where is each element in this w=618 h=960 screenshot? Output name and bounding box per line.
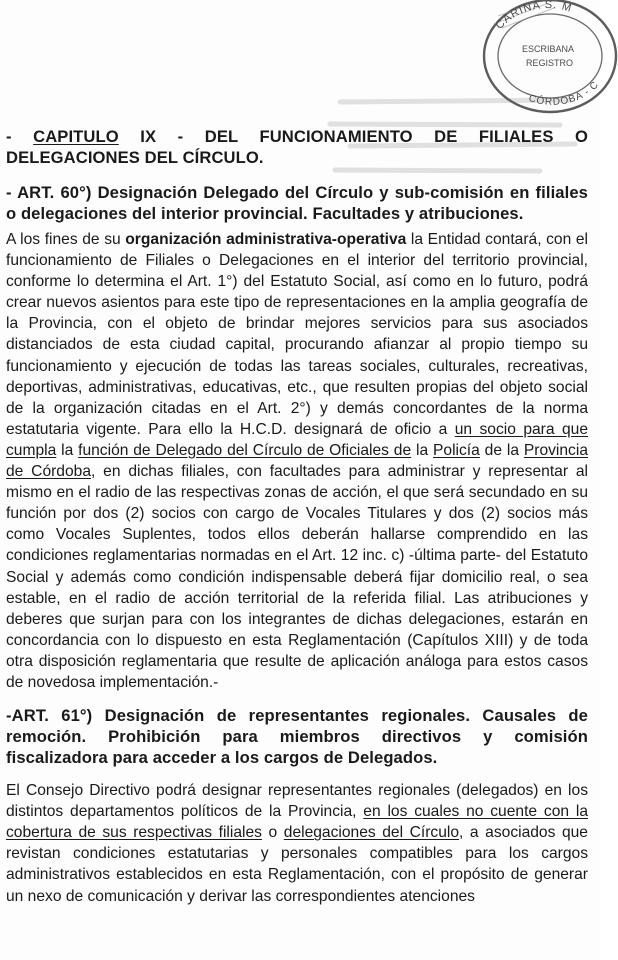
chapter-prefix: - xyxy=(6,127,34,146)
stamp-line-1: CARINA S. M xyxy=(493,0,574,32)
stamp-line-2: ESCRIBANA xyxy=(522,44,575,54)
stamp-line-3: REGISTRO xyxy=(526,58,574,68)
article-60-paragraph xyxy=(6,229,588,693)
art60-text-3: la xyxy=(56,441,79,459)
art60-text-2: la Entidad contará, con el funcionamiento de Filiales o Delegaciones en el interior del territorio provincial, conforme lo determina el Art. 1°) del Estatuto Social, así como en lo futuro, podrá crear nuevos asientos para este tipo de representaciones en la amplia geografía de la Provincia, con el objeto de brindar mejores servicios para sus asociados distanciados de esta ciudad capital, procurando afianzar al propio tiempo su funcionamiento y ejecución de todas las tareas sociales, culturales, recreativas, deportivas, administrativas, educativas, etc., que resulten propias del objeto social de la organización citadas en el Art. 2°) y demás concordantes de la norma estatutaria vigente. Para ello la H.C.D. designará de oficio a xyxy=(6,231,589,438)
article-60-heading: - ART. 60°) Designación Delegado del Círculo y sub-comisión en filiales o delegaciones del interior provincial. Facultades y atribuciones. xyxy=(6,183,588,223)
art60-underline-2: función de Delegado del Círculo de Oficiales de xyxy=(78,441,412,459)
art60-text-5: de la xyxy=(479,441,524,459)
art61-text-2: o xyxy=(261,824,284,842)
art60-text-6: , en dichas filiales, con facultades para administrar y representar al mismo en el radio de las respectivas zonas de acción, el que será secundado en su función por dos (2) socios con cargo de Vocales Titulares y dos (2) socios más como Vocales Suplentes, todos ellos deberán hallarse comprendido en las condiciones reglamentarias normadas en el Art. 12 inc. c) -última parte- del Estatuto Social y además como condición indispensable deberá fijar domicilio real, o sea estable, en el radio de acción territorial de la referida filial. Las atribuciones y deberes que surjan para con los integrantes de dichas delegaciones, estarán en concordancia con lo dispuesto en esta Reglamentación (Capítulos XIII) y de toda otra disposición reglamentaria que resulte de aplicación análoga para estos casos de novedosa implementación.- xyxy=(6,463,588,691)
article-61-heading: -ART. 61°) Designación de representantes regionales. Causales de remoción. Prohibición para miembros directivos y comisión fiscalizadora para acceder a los cargos de Delegados. xyxy=(6,706,588,768)
art60-underline-4: Provincia de Córdoba xyxy=(6,441,588,481)
chapter-label: CAPITULO xyxy=(33,127,119,146)
chapter-heading xyxy=(6,126,588,168)
art61-text-1: El Consejo Directivo podrá designar representantes regionales (delegados) en los distintos departamentos políticos de la Provincia, xyxy=(6,782,588,821)
stamp-line-4: CÓRDOBA - C xyxy=(527,79,602,108)
document-body xyxy=(6,126,588,907)
art61-underline-2: delegaciones del Círculo xyxy=(283,824,460,842)
article-61-paragraph xyxy=(6,780,588,907)
art60-bold-phrase: organización administrativa-operativa xyxy=(125,231,407,248)
art60-underline-1: un socio para que cumpla xyxy=(6,420,588,459)
art60-underline-3: Policía xyxy=(433,441,480,459)
chapter-title: IX - DEL FUNCIONAMIENTO DE FILIALES O DELEGACIONES DEL CÍRCULO. xyxy=(6,127,588,167)
art61-underline-1: en los cuales no cuente con la cobertura de sus respectivas filiales xyxy=(6,803,588,842)
art60-text-1: A los fines de su xyxy=(6,231,126,248)
notary-stamp xyxy=(468,0,618,114)
svg-text:CÓRDOBA - C xyxy=(527,79,601,108)
art60-text-4: la xyxy=(411,441,433,459)
art61-text-3: , a asociados que revistan condiciones estatutarias y personales compatibles para los cargos administrativos establecidos en esta Reglamentación, con el propósito de generar un nexo de comunicación y derivar las correspondientes atenciones xyxy=(6,824,588,905)
